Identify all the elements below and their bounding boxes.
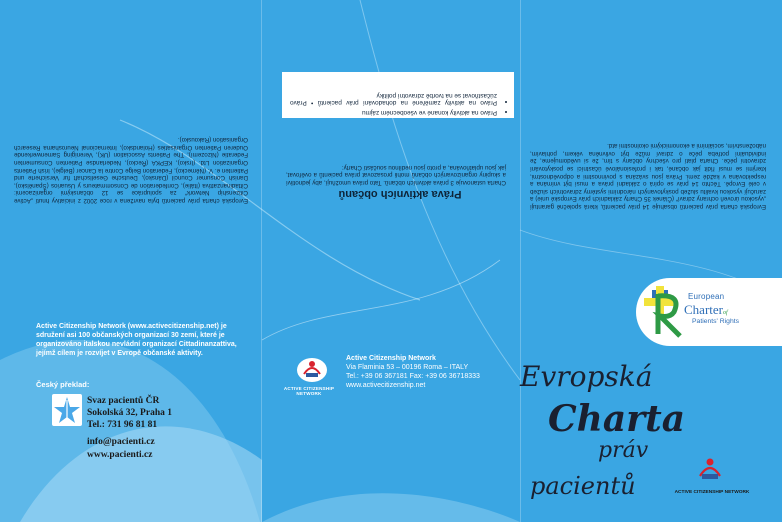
- charter-logo-line1: European: [688, 292, 725, 301]
- acn-web: www.activecitizenship.net: [346, 382, 426, 389]
- rights-title: Práva aktivních občanů: [338, 188, 462, 200]
- fold-line-left: [261, 0, 262, 522]
- acn-name: Active Citizenship Network: [346, 355, 436, 362]
- fold-line-right: [520, 0, 521, 522]
- acn-logo: [284, 354, 340, 388]
- acn-tel: Tel.: +39 06 367181 Fax: +39 06 36718333: [346, 373, 480, 380]
- acn-about: Active Citizenship Network (www.activecitizenship.net) je sdružení asi 100 občanských organizací 30 zemí, které je organizováno italskou nevládní organizací Cittadinanzattiva, jejímž cílem je rozvíjet v Evropě občanské aktivity.: [36, 323, 237, 357]
- caduceus-star-icon: [52, 394, 82, 426]
- title-line1: Evropská: [520, 360, 653, 393]
- charter-paragraph: Evropská charta práv pacientů obsahuje 14 práv pacientů, která společně garantují „vysokou úroveň ochrany zdraví“ (Článek 35 Charty základních práv Evropské unie) a zaručují vysokou kvalitu služeb poskytovaných národními systémy zdravotních služeb v celé Evropě. Těchto 14 práv se opírá o základní práva a musí být vnímána a respektována v každé zemi. Práva jsou svázána s povinnostmi a odpovědnostmi, kterými se musí řídit jak občané, tak i profesionálové účastníci se poskytování zdravotní péče. Charta platí pro všechny občany s tím, že si uvědomujeme, že individuální potřeba péče o zdraví může být ovlivněna věkem, pohlavím, náboženstvím, sociálními a ekonomickými okolnostmi atd.: [530, 142, 766, 210]
- acn-logo-text: ACTIVE CITIZENSHIP NETWORK: [283, 386, 335, 396]
- title-line4: pacientů: [530, 472, 636, 500]
- svaz-logo: [52, 394, 82, 426]
- charter-r-icon: [644, 286, 688, 340]
- partners-paragraph: Evropská charta práv pacientů byla navržena v roce 2002 z iniciativy hnutí „Active Citizenship Network“ za spolupráce se 12 občanskými organizacemi: Cittadinanzattiva (Itálie), Confederation de Consommateurs y Usuarios (Španělsko), Danish Consumer Council (Dánsko), Deutsche Gesellschaft fur Versicherte und Patienten e. V. (Německo), Federation Belge Contre la Cancer (Belgie), Irish Patients Organization Ltd. (Irsko), KEPKA (Řecko), Nederlandse Patienten Consumenten Federatie (Nizozemí), The Patients Association (UK), Vereniging Samenwerkende Ouderen Patienten Organisaties (Holandsko), Internacional Neuroshama Research Organisation (Rakousko).: [14, 136, 248, 204]
- charter-logo-box: [636, 278, 782, 346]
- svaz-street: Sokolská 32, Praha 1: [87, 408, 172, 418]
- translation-label: Český překlad:: [36, 380, 90, 389]
- svaz-email: info@pacienti.cz: [87, 437, 155, 447]
- acn-address: [346, 354, 516, 390]
- svaz-contact: [87, 436, 155, 462]
- acn-street: Via Flaminia 53 – 00196 Roma – ITALY: [346, 364, 469, 371]
- svaz-phone: Tel.: 731 96 81 81: [87, 420, 158, 430]
- acn-logo-right: [680, 452, 740, 492]
- charter-logo-line2: Charterof: [684, 302, 728, 317]
- title-line3: práv: [598, 438, 649, 463]
- svaz-address: [87, 395, 172, 431]
- title-line2: Charta: [548, 398, 686, 440]
- rights-paragraph: Charta ustanovuje 3 práva aktivních občanů. Tato práva umožňují, aby jednotliví a skupiny organizovaných občanů mohli prosazovat práva pacientů a ověřovat, jak jsou uplatňována, a proto jsou nedílnou součástí Charty:: [286, 163, 506, 186]
- svaz-name: Svaz pacientů ČR: [87, 396, 160, 406]
- svaz-web: www.pacienti.cz: [87, 450, 153, 460]
- rights-list: • Právo na aktivity konané ve všeobecném zájmu • Právo na aktivity zaměřené na dohadování práv pacientů • Právo zúčastňovat se na tvorbě zdravotní politiky: [290, 76, 506, 116]
- acn-logo-right-text: ACTIVE CITIZENSHIP NETWORK: [674, 490, 750, 495]
- charter-logo-line3: Patients' Rights: [692, 318, 740, 325]
